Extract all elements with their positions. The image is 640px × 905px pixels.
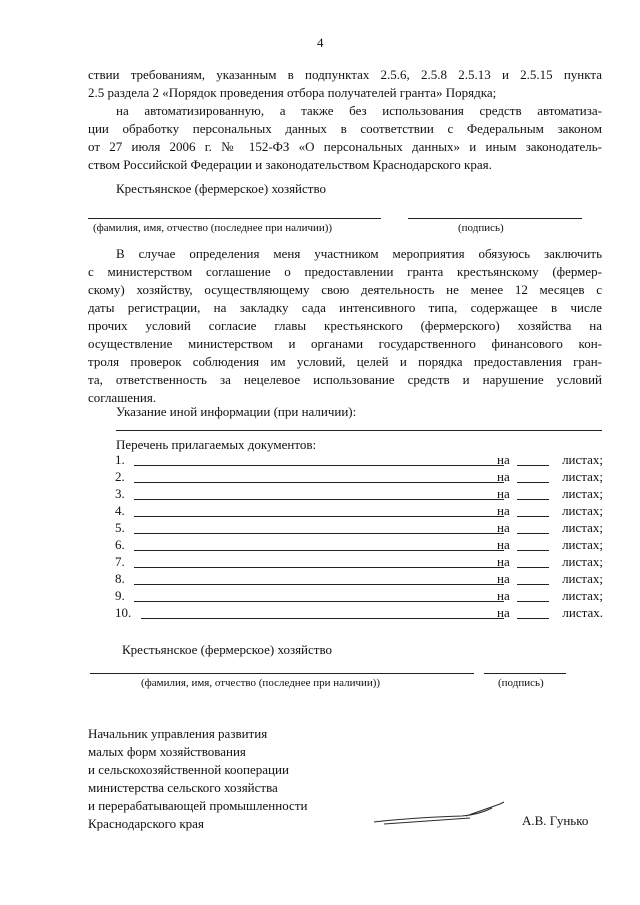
other-info-line[interactable]: [116, 430, 602, 431]
document-on-label: на: [497, 537, 510, 552]
obligation-line-3: скому) хозяйству, осуществляющему свою деятельность не менее 12 месяцев с: [88, 282, 602, 297]
document-name-field[interactable]: [134, 584, 504, 585]
obligation-line-8: та, ответственность за нецелевое использование средств и нарушение условий: [88, 372, 602, 387]
document-name-field[interactable]: [141, 618, 504, 619]
document-sheets-label: листах;: [562, 452, 603, 467]
document-name-field[interactable]: [134, 499, 504, 500]
consent-paragraph-line-1: на автоматизированную, а также без использования средств автоматиза-: [116, 103, 602, 118]
document-row: [115, 503, 605, 520]
document-on-label: на: [497, 486, 510, 501]
top-paragraph-line-1: ствии требованиям, указанным в подпунктах 2.5.6, 2.5.8 2.5.13 и 2.5.15 пункта: [88, 67, 602, 82]
document-number: 2.: [115, 469, 125, 484]
document-sheets-field[interactable]: [517, 550, 549, 551]
document-number: 4.: [115, 503, 125, 518]
signatory-name: А.В. Гунько: [522, 813, 589, 828]
obligation-line-7: троля проверок соблюдения им условий, целей и порядка предоставления гран-: [88, 354, 602, 369]
document-on-label: на: [497, 588, 510, 603]
obligation-line-2: с министерством соглашение о предоставлении гранта крестьянскому (фермер-: [88, 264, 602, 279]
signature-line-2[interactable]: [484, 673, 566, 674]
document-sheets-field[interactable]: [517, 601, 549, 602]
signatory-title-line-2: малых форм хозяйствования: [88, 744, 246, 759]
document-number: 7.: [115, 554, 125, 569]
document-name-field[interactable]: [134, 567, 504, 568]
document-row: [115, 537, 605, 554]
document-sheets-field[interactable]: [517, 499, 549, 500]
document-on-label: на: [497, 605, 510, 620]
farm-label-2: Крестьянское (фермерское) хозяйство: [122, 642, 333, 657]
obligation-line-1: В случае определения меня участником мероприятия обязуюсь заключить: [116, 246, 602, 261]
document-name-field[interactable]: [134, 482, 504, 483]
top-paragraph-line-2: 2.5 раздела 2 «Порядок проведения отбора получателей гранта» Порядка;: [88, 85, 497, 100]
document-sheets-label: листах;: [562, 486, 603, 501]
document-sheets-label: листах;: [562, 520, 603, 535]
document-sheets-field[interactable]: [517, 567, 549, 568]
document-number: 3.: [115, 486, 125, 501]
document-sheets-field[interactable]: [517, 482, 549, 483]
document-sheets-label: листах;: [562, 537, 603, 552]
document-sheets-label: листах.: [562, 605, 603, 620]
document-sheets-label: листах;: [562, 554, 603, 569]
document-number: 5.: [115, 520, 125, 535]
document-name-field[interactable]: [134, 465, 504, 466]
signatory-title-line-3: и сельскохозяйственной кооперации: [88, 762, 289, 777]
page-number: 4: [317, 35, 324, 50]
document-number: 9.: [115, 588, 125, 603]
document-name-field[interactable]: [134, 601, 504, 602]
document-on-label: на: [497, 452, 510, 467]
signatory-title-line-6: Краснодарского края: [88, 816, 204, 831]
document-sheets-field[interactable]: [517, 533, 549, 534]
caption-fio-1: (фамилия, имя, отчество (последнее при наличии)): [93, 222, 333, 234]
caption-fio-2: (фамилия, имя, отчество (последнее при наличии)): [141, 677, 381, 689]
document-row: [115, 469, 605, 486]
document-name-field[interactable]: [134, 516, 504, 517]
consent-paragraph-line-3: от 27 июля 2006 г. № 152-ФЗ «О персональных данных» и иным законодатель-: [88, 139, 602, 154]
signatory-title-line-5: и перерабатывающей промышленности: [88, 798, 308, 813]
other-info-label: Указание иной информации (при наличии):: [116, 404, 357, 419]
documents-label: Перечень прилагаемых документов:: [116, 437, 317, 452]
obligation-line-6: осуществление министерством и органами государственного финансового кон-: [88, 336, 602, 351]
document-sheets-label: листах;: [562, 571, 603, 586]
document-row: [115, 520, 605, 537]
document-sheets-label: листах;: [562, 469, 603, 484]
document-number: 8.: [115, 571, 125, 586]
document-on-label: на: [497, 469, 510, 484]
document-number: 10.: [115, 605, 132, 620]
document-on-label: на: [497, 503, 510, 518]
obligation-line-4: даты регистрации, на закладку сада интенсивного типа, содержащее в числе: [88, 300, 602, 315]
consent-paragraph-line-2: ции обработку персональных данных в соответствии с Федеральным законом: [88, 121, 602, 136]
fio-line-1[interactable]: [88, 218, 381, 219]
caption-sign-1: (подпись): [458, 222, 504, 234]
document-name-field[interactable]: [134, 550, 504, 551]
obligation-line-5: прочих условий согласие главы крестьянского (фермерского) хозяйства на: [88, 318, 602, 333]
handwritten-signature: [370, 798, 520, 832]
farm-label-1: Крестьянское (фермерское) хозяйство: [116, 181, 327, 196]
document-name-field[interactable]: [134, 533, 504, 534]
document-row: [115, 588, 605, 605]
signature-line-1[interactable]: [408, 218, 582, 219]
document-row: [115, 605, 605, 622]
document-sheets-label: листах;: [562, 588, 603, 603]
fio-line-2[interactable]: [90, 673, 474, 674]
document-sheets-field[interactable]: [517, 465, 549, 466]
document-number: 1.: [115, 452, 125, 467]
document-number: 6.: [115, 537, 125, 552]
document-row: [115, 554, 605, 571]
document-row: [115, 486, 605, 503]
document-on-label: на: [497, 554, 510, 569]
document-sheets-field[interactable]: [517, 618, 549, 619]
consent-paragraph-line-4: ством Российской Федерации и законодательством Краснодарского края.: [88, 157, 492, 172]
document-row: [115, 571, 605, 588]
document-sheets-label: листах;: [562, 503, 603, 518]
document-row: [115, 452, 605, 469]
signatory-title-line-1: Начальник управления развития: [88, 726, 268, 741]
signatory-title-line-4: министерства сельского хозяйства: [88, 780, 278, 795]
document-sheets-field[interactable]: [517, 516, 549, 517]
obligation-line-9: соглашения.: [88, 390, 157, 405]
document-sheets-field[interactable]: [517, 584, 549, 585]
caption-sign-2: (подпись): [498, 677, 544, 689]
document-on-label: на: [497, 520, 510, 535]
document-on-label: на: [497, 571, 510, 586]
